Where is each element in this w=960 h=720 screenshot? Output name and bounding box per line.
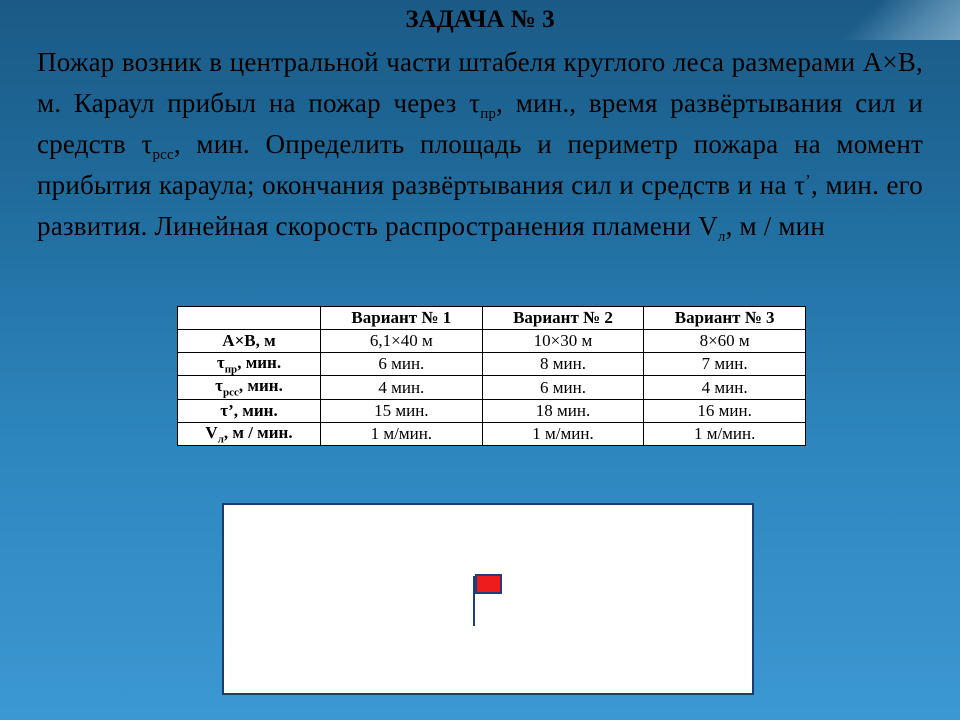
table-row bbox=[178, 330, 806, 353]
table-cell: 10×30 м bbox=[482, 330, 644, 353]
row-label-main: V bbox=[205, 422, 218, 442]
subscript-pr: пр bbox=[480, 106, 497, 122]
table-cell: 4 мин. bbox=[644, 376, 806, 399]
table-cell: 8 мин. bbox=[482, 353, 644, 376]
table-header-cell: Вариант № 2 bbox=[482, 307, 644, 330]
table-header-cell: Вариант № 1 bbox=[321, 307, 483, 330]
table-header-cell: Вариант № 3 bbox=[644, 307, 806, 330]
table-cell: 16 мин. bbox=[644, 399, 806, 422]
table-cell: 6 мин. bbox=[321, 353, 483, 376]
table-header-row bbox=[178, 307, 806, 330]
row-label-sub: л bbox=[217, 433, 224, 446]
table-cell: 6 мин. bbox=[482, 376, 644, 399]
problem-text-3: , мин. Определить площадь и периметр пожара на момент прибытия караула; окончания развёртывания сил и средств и на τ bbox=[37, 129, 923, 200]
row-label-rest: , м / мин. bbox=[223, 422, 293, 442]
row-label-main: τ bbox=[215, 376, 224, 396]
problem-text-4: , мин. его развития. Линейная скорость распространения пламени V bbox=[37, 170, 923, 241]
row-label-dimensions: А×В, м bbox=[178, 330, 321, 353]
subscript-rss: рсс bbox=[152, 147, 174, 163]
fire-origin-flag-icon bbox=[475, 574, 502, 594]
subscript-l: л bbox=[717, 229, 726, 245]
table-cell: 1 м/мин. bbox=[321, 422, 483, 445]
row-label-rest: , мин. bbox=[238, 376, 283, 396]
table-cell: 4 мин. bbox=[321, 376, 483, 399]
row-label-rest: , мин. bbox=[237, 353, 282, 372]
row-label-sub: рсс bbox=[223, 386, 239, 399]
table-cell: 18 мин. bbox=[482, 399, 644, 422]
problem-text-5: , м / мин bbox=[725, 211, 825, 241]
table-row bbox=[178, 376, 806, 399]
variants-table bbox=[177, 306, 806, 446]
table-cell: 8×60 м bbox=[644, 330, 806, 353]
problem-text-1: Пожар возник в центральной части штабеля круглого леса размерами А×В, м. Караул прибыл на пожар через τ bbox=[37, 47, 923, 118]
table-header-cell bbox=[178, 307, 321, 330]
table-cell: 7 мин. bbox=[644, 353, 806, 376]
woodpile-diagram bbox=[222, 503, 754, 695]
table-row bbox=[178, 353, 806, 376]
table-cell: 1 м/мин. bbox=[644, 422, 806, 445]
row-label-main: τ bbox=[216, 353, 225, 372]
table-row bbox=[178, 399, 806, 422]
problem-text-2: , мин., время развёртывания сил и средств τ bbox=[37, 88, 924, 159]
row-label-linear-speed bbox=[178, 422, 321, 445]
page-title: ЗАДАЧА № 3 bbox=[405, 6, 555, 33]
table-row bbox=[178, 422, 806, 445]
table-cell: 15 мин. bbox=[321, 399, 483, 422]
superscript-prime: ’ bbox=[805, 171, 812, 190]
row-label-sub: пр bbox=[224, 363, 238, 376]
row-label-arrival-time bbox=[178, 353, 321, 376]
row-label-deploy-time bbox=[178, 376, 321, 399]
problem-statement bbox=[37, 42, 923, 247]
table-cell: 6,1×40 м bbox=[321, 330, 483, 353]
table-cell: 1 м/мин. bbox=[482, 422, 644, 445]
row-label-development-time: τ’, мин. bbox=[178, 399, 321, 422]
